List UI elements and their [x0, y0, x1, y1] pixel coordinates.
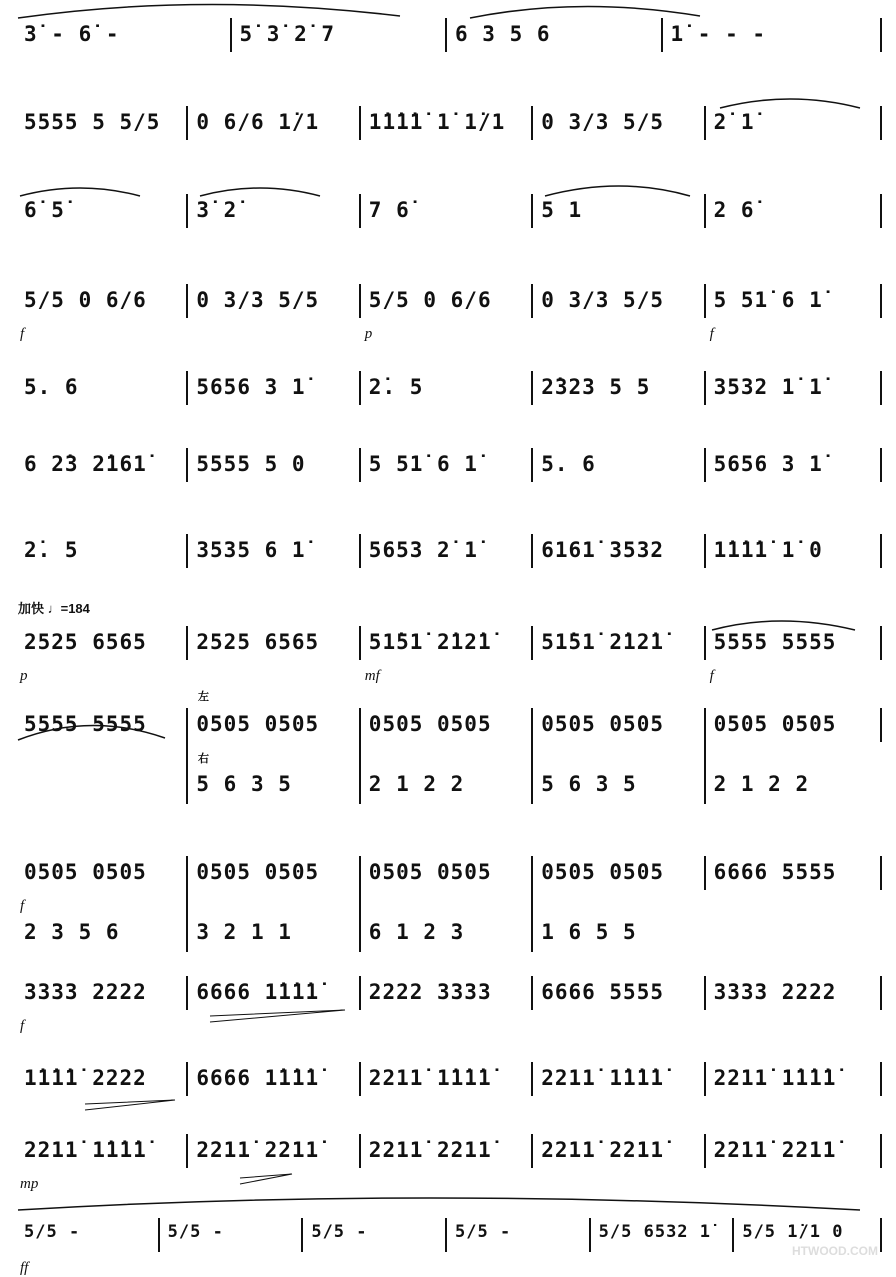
measure-notes: 1 6 5 5: [541, 920, 637, 944]
barline: [880, 856, 882, 890]
barline: [359, 708, 361, 804]
barline: [359, 856, 361, 952]
measure-notes: 3̇ - 6̇ -: [24, 22, 120, 46]
tempo-marking: 加快 ♩=184: [18, 601, 90, 616]
left-hand-label: 左: [198, 691, 209, 703]
measure-notes: 2222 3333: [368, 980, 492, 1004]
measure-notes: 0505 0505: [24, 860, 147, 884]
barline: [359, 1062, 361, 1096]
barline: [732, 1218, 734, 1252]
barline: [359, 106, 361, 140]
barline: [880, 284, 882, 318]
barline: [186, 284, 188, 318]
barline: [880, 194, 882, 228]
measure-notes: 0505 0505: [541, 712, 664, 736]
measure-notes: 3532 1̇ 1̇: [713, 375, 823, 399]
measure-notes: 5555 5 5/5: [24, 110, 161, 134]
barline: [186, 448, 188, 482]
barline: [186, 708, 188, 804]
measure-notes: 2211̇ 1̇1̇1̇1̇: [368, 1066, 492, 1090]
measure-notes: 0505 0505: [368, 712, 492, 736]
barline: [445, 18, 447, 52]
barline: [531, 448, 533, 482]
measure-notes: 5 6 3 5: [541, 772, 637, 796]
measure-notes: 3̇ 2̇: [196, 198, 238, 222]
measure-notes: 5/5 0 6/6: [24, 288, 147, 312]
barline: [531, 708, 533, 804]
barline: [704, 106, 706, 140]
barline: [531, 534, 533, 568]
barline: [359, 448, 361, 482]
barline: [186, 1134, 188, 1168]
measure-notes: 3333 2222: [713, 980, 837, 1004]
measure-notes: 5/5 0 6/6: [368, 288, 492, 312]
barline: [186, 626, 188, 660]
measure-notes: 7 6̇: [368, 198, 410, 222]
dynamic-marking: mf: [364, 668, 380, 684]
measure-notes: 2211̇ 2211̇: [368, 1138, 492, 1162]
barline: [230, 18, 232, 52]
measure-notes: 5 6 3 5: [196, 772, 292, 796]
dynamic-marking: f: [709, 668, 714, 684]
barline: [359, 976, 361, 1010]
measure-notes: 5555 5555: [24, 712, 147, 736]
dynamic-marking: f: [20, 898, 25, 914]
dynamic-marking: p: [20, 668, 28, 684]
barline: [301, 1218, 303, 1252]
measure-notes: 2̇. 5: [368, 375, 424, 399]
barline: [880, 1218, 882, 1252]
measure-notes: 5 51̇ 6 1̇: [368, 452, 478, 476]
measure-notes: 2 1 2 2: [713, 772, 810, 796]
measure-notes: 5/5 -: [455, 1222, 512, 1242]
measure-notes: 0505 0505: [541, 860, 664, 884]
measure-notes: 5. 6: [541, 452, 596, 476]
measure-notes: 6 3 5 6: [455, 22, 551, 46]
barline: [531, 626, 533, 660]
barline: [445, 1218, 447, 1252]
barline: [359, 626, 361, 660]
barline: [704, 194, 706, 228]
measure-notes: 5656 3 1̇: [713, 452, 823, 476]
measure-notes: 5/5 -: [24, 1222, 81, 1242]
measure-notes: 1̇ - - -: [670, 22, 767, 46]
measure-notes: 5̇ 3̇ 2̇ 7: [239, 22, 336, 46]
measure-notes: 0505 0505: [713, 712, 837, 736]
barline: [186, 856, 188, 952]
measure-notes: 3535 6 1̇: [196, 538, 306, 562]
dynamic-marking: p: [364, 326, 373, 342]
measure-notes: 3333 2222: [24, 980, 147, 1004]
barline: [880, 1062, 882, 1096]
measure-notes: 2525 6565: [24, 630, 147, 654]
barline: [704, 371, 706, 405]
dynamic-marking: ff: [20, 1260, 29, 1276]
barline: [704, 856, 706, 890]
dynamic-marking: f: [709, 326, 714, 342]
barline: [704, 534, 706, 568]
measure-notes: 6 1 2 3: [368, 920, 465, 944]
barline: [880, 371, 882, 405]
measure-notes: 2̇323 5 5: [541, 375, 651, 399]
barline: [531, 194, 533, 228]
barline: [704, 708, 706, 804]
measure-notes: 2 1 2 2: [368, 772, 465, 796]
barline: [531, 284, 533, 318]
right-hand-label: 右: [198, 753, 209, 765]
barline: [359, 371, 361, 405]
measure-notes: 2211̇ 2211̇: [196, 1138, 320, 1162]
dynamic-marking: mp: [20, 1176, 39, 1192]
measure-notes: 5/5 1̇/1 0: [742, 1222, 844, 1242]
barline: [531, 976, 533, 1010]
measure-notes: 2211̇ 2211̇: [541, 1138, 664, 1162]
barline: [704, 1062, 706, 1096]
barline: [704, 626, 706, 660]
measure-notes: 6666 1̇1̇1̇1̇: [196, 1066, 320, 1090]
barline: [186, 534, 188, 568]
measure-notes: 5555 5 0: [196, 452, 306, 476]
barline: [880, 708, 882, 742]
measure-notes: 2 6̇: [713, 198, 755, 222]
barline: [186, 371, 188, 405]
measure-notes: 2̇ 1̇: [713, 110, 755, 134]
barline: [186, 1062, 188, 1096]
measure-notes: 5555 5555: [713, 630, 837, 654]
measure-notes: 5/5 -: [311, 1222, 368, 1242]
measure-notes: 2211̇ 1̇1̇1̇1̇: [541, 1066, 664, 1090]
measure-notes: 5/5 -: [167, 1222, 224, 1242]
barline: [359, 1134, 361, 1168]
measure-notes: 0 6/6 1̇/1: [196, 110, 320, 134]
measure-notes: 2 3 5 6: [24, 920, 120, 944]
measure-notes: 51̇51̇ 2̇12̇1̇: [368, 630, 492, 654]
barline: [704, 284, 706, 318]
barline: [531, 856, 533, 952]
measure-notes: 0505 0505: [368, 860, 492, 884]
measure-notes: 3 2 1 1: [196, 920, 292, 944]
measure-notes: 2211̇ 1̇1̇1̇1̇: [24, 1138, 147, 1162]
measure-notes: 5653 2̇ 1̇: [368, 538, 478, 562]
barline: [880, 534, 882, 568]
barline: [158, 1218, 160, 1252]
dynamic-marking: f: [20, 326, 25, 342]
measure-notes: 2211̇ 2211̇: [713, 1138, 837, 1162]
barline: [704, 1134, 706, 1168]
barline: [880, 626, 882, 660]
measure-notes: 0 3/3 5/5: [196, 288, 320, 312]
barline: [359, 284, 361, 318]
dynamic-marking: f: [20, 1018, 25, 1034]
watermark: HTWOOD.COM: [792, 1244, 878, 1258]
barline: [186, 106, 188, 140]
barline: [704, 976, 706, 1010]
barline: [880, 106, 882, 140]
barline: [531, 1062, 533, 1096]
measure-notes: 6161̇ 3532: [541, 538, 664, 562]
barline: [531, 371, 533, 405]
measure-notes: 6666 5555: [541, 980, 664, 1004]
barline: [531, 1134, 533, 1168]
barline: [589, 1218, 591, 1252]
measure-notes: 5 1: [541, 198, 583, 222]
measure-notes: 0 3/3 5/5: [541, 288, 664, 312]
barline: [359, 194, 361, 228]
measure-notes: 5 51̇ 6 1̇: [713, 288, 823, 312]
barline: [880, 1134, 882, 1168]
barline: [661, 18, 663, 52]
measure-notes: 2525 6565: [196, 630, 320, 654]
barline: [531, 106, 533, 140]
measure-notes: 5/5 6532 1̇: [598, 1222, 712, 1242]
measure-notes: 6666 1̇1̇1̇1̇: [196, 980, 320, 1004]
barline: [880, 448, 882, 482]
barline: [186, 194, 188, 228]
measure-notes: 6 2̇3 2̇161̇: [24, 452, 147, 476]
measure-notes: 0 3/3 5/5: [541, 110, 664, 134]
measure-notes: 1̇1̇1̇1̇ 1̇ 0: [713, 538, 823, 562]
measure-notes: 0505 0505: [196, 860, 320, 884]
measure-notes: 1̇1̇1̇1̇ 1̇ 1̇/1: [368, 110, 506, 134]
barline: [359, 534, 361, 568]
measure-notes: 5. 6: [24, 375, 79, 399]
measure-notes: 2211̇ 1̇1̇1̇1̇: [713, 1066, 837, 1090]
measure-notes: 51̇51̇ 2̇12̇1̇: [541, 630, 664, 654]
measure-notes: 2̇. 5: [24, 538, 79, 562]
measure-notes: 1̇1̇1̇1̇ 2222: [24, 1066, 147, 1090]
barline: [880, 18, 882, 52]
barline: [880, 976, 882, 1010]
measure-notes: 0505 0505: [196, 712, 320, 736]
measure-notes: 5656 3 1̇: [196, 375, 306, 399]
barline: [186, 976, 188, 1010]
measure-notes: 6666 5555: [713, 860, 837, 884]
barline: [704, 448, 706, 482]
measure-notes: 6̇ 5̇: [24, 198, 65, 222]
